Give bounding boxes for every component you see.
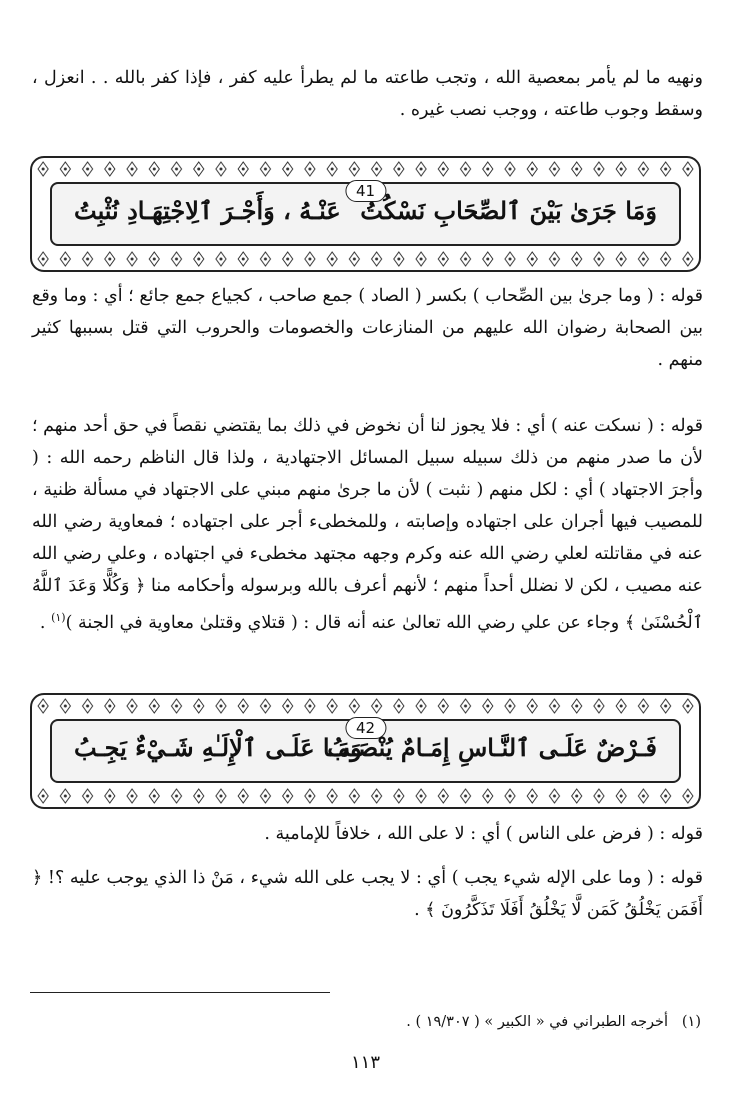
verse-box-41	[30, 156, 701, 272]
verse-inner-panel	[50, 719, 681, 783]
verse-second-hemistich: عَنْـهُ ، وَأَجْـرَ ٱلِاجْتِهَـادِ نُثْبِتُ	[74, 196, 341, 225]
verse-inner-panel	[50, 182, 681, 246]
verse-number: 41	[345, 180, 386, 202]
quran-quote: ﴿ أَفَمَن يَخْلُقُ كَمَن لَّا يَخْلُقُ أَفَلَا تَذَكَّرُونَ ﴾	[32, 868, 703, 920]
footnote-separator	[30, 992, 330, 993]
paragraph-1: ونهيه ما لم يأمر بمعصية الله ، وتجب طاعته ما لم يطرأ عليه كفر ، فإذا كفر بالله . . انعزل ، وسقط وجوب طاعته ، ووجب نصب غيره .	[32, 68, 703, 120]
verse-first-hemistich: وَمَا جَرَىٰ بَيْنَ ٱلصِّحَابِ نَسْكُتُ	[360, 196, 657, 225]
footnote	[30, 1010, 701, 1034]
paragraph-3: قوله : ( نسكت عنه ) أي : فلا يجوز لنا أن نخوض في ذلك بما يقتضي نقصاً في حق أحد منهم ؛ لأن ما صدر منهم من ذلك سبيله سبيل المسائل الاجتهادية ، ولذا قال الناظم رحمه الله : ( وأجرَ الاجتهاد ) أي : لكل منهم ( نثبت ) لأن ما جرىٰ منهم مبني على الاجتهاد في مسألة ظنية ، للمصيب فيها أجران على اجتهاده وإصابته ، وللمخطىء أجر على اجتهاده ؛ فمعاوية رضي الله عنه في مقاتلته لعلي رضي الله عنه وكرم وجهه مجتهد مخطىء في اجتهاده ، وعلي رضي الله عنه مصيب ، لكن لا نضلل أحداً منهم ؛ لأنهم أعرف بالله وبرسوله وأحكامه منا ﴿ وَكُلًّا وَعَدَ ٱللَّهُ ٱلْحُسْنَىٰ ﴾ وجاء عن علي رضي الله تعالىٰ عنه أنه قال : ( قتلاي وقتلىٰ معاوية في الجنة )$^{(١)}$ .	[32, 416, 703, 633]
ornament-border-top	[32, 697, 699, 715]
ornament-border-top	[32, 160, 699, 178]
paragraph-5: قوله : ( وما على الإله شيء يجب ) أي : لا يجب على الله شيء ، مَنْ ذا الذي يوجب عليه ؟! ﴿ أَفَمَن يَخْلُقُ كَمَن لَّا يَخْلُقُ أَفَلَا تَذَكَّرُونَ ﴾ .	[32, 868, 703, 920]
paragraph-2: قوله : ( وما جرىٰ بين الصِّحاب ) بكسر ( الصاد ) جمع صاحب ، كجياع جمع جائع ؛ أي : وما وقع بين الصحابة رضوان الله عليهم من المنازعات والخصومات والحروب التي قتل بسببها كثير منهم .	[32, 286, 703, 370]
footnote-text: أخرجه الطبراني في « الكبير » ( ١٩/٣٠٧ ) .	[406, 1014, 669, 1030]
ornament-border-bottom	[32, 250, 699, 268]
verse-box-42	[30, 693, 701, 809]
footnote-number: (١)	[681, 1014, 701, 1030]
verse-first-hemistich: فَـرْضٌ عَلَـى ٱلنَّـاسِ إِمَـامٌ يُنْصَـبُ	[327, 733, 657, 762]
verse-number: 42	[345, 717, 386, 739]
verse-second-hemistich: وَمَـا عَلَـى ٱلْإِلَـٰهِ شَـيْءٌ يَجِـبُ	[74, 733, 362, 762]
paragraph-4: قوله : ( فرض على الناس ) أي : لا على الله ، خلافاً للإمامية .	[264, 824, 703, 844]
footnote-ref: (١)	[51, 611, 66, 624]
quran-quote: ﴿ وَكُلًّا وَعَدَ ٱللَّهُ ٱلْحُسْنَىٰ ﴾	[32, 576, 703, 633]
page-number: ١١٣	[350, 1052, 380, 1073]
ornament-border-bottom	[32, 787, 699, 805]
